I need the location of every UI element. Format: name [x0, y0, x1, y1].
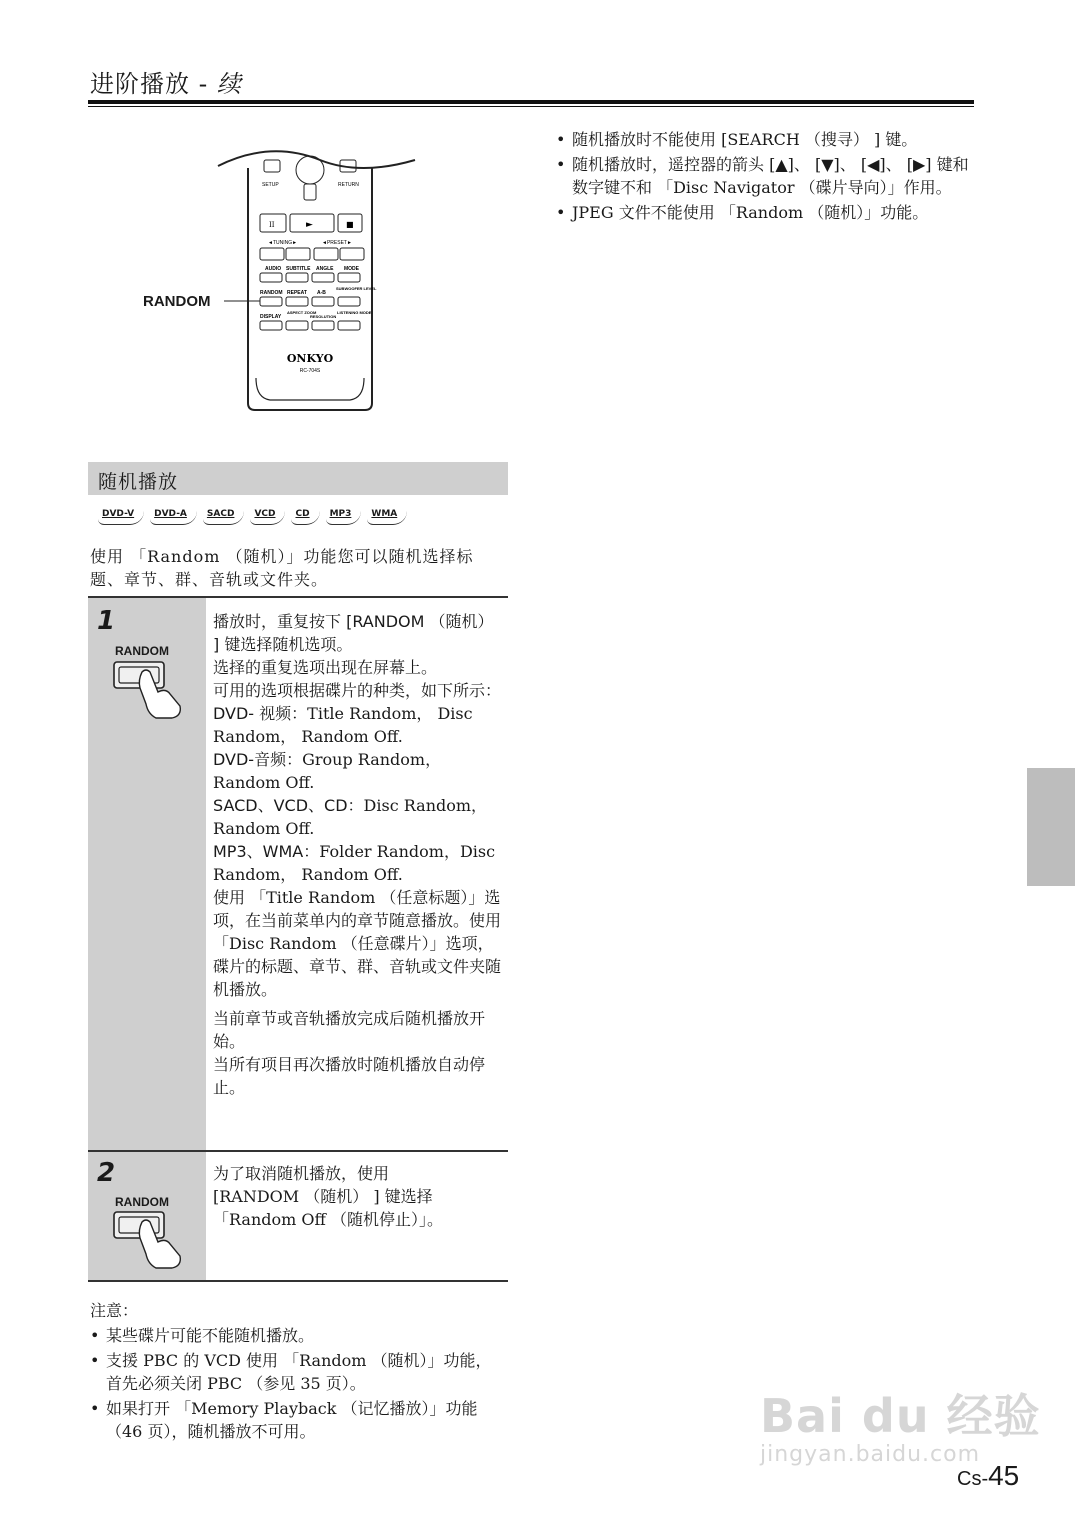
disc-badge-mp3: MP3 — [326, 504, 362, 525]
subwoofer-button-label: SUBWOOFER LEVEL — [336, 286, 377, 291]
onkyo-logo: ONKYO — [286, 352, 334, 365]
disc-badge-vcd: VCD — [250, 504, 285, 525]
disc-badge-dvd-a: DVD-A — [150, 504, 197, 525]
remote-model: RC-704S — [299, 368, 321, 374]
note-item: • 支援 PBC 的 VCD 使用 「Random （随机）」功能，首先必须关闭 PBC （参见 35 页）。 — [90, 1349, 502, 1395]
header-rule — [88, 100, 974, 104]
right-notes-list — [556, 128, 976, 226]
step-1-after: 当所有项目再次播放时随机播放自动停止。 — [213, 1055, 486, 1097]
tuning-label: ◄TUNING► — [268, 240, 298, 246]
option-dvd-audio: DVD-音频：Group Random， Random Off. — [213, 750, 442, 792]
note-item: • 某些碟片可能不能随机播放。 — [90, 1324, 502, 1347]
step-1-content — [213, 610, 503, 1099]
step-2-number: 2 — [97, 1158, 116, 1188]
chapter-side-tab — [1027, 768, 1075, 886]
notes-list — [90, 1324, 502, 1445]
pause-icon: II — [269, 221, 275, 229]
disc-badge-dvd-v: DVD-V — [98, 504, 144, 525]
option-dvd-video: DVD- 视频：Title Random， Disc Random， Random Off. — [213, 704, 473, 746]
section-title: 随机播放 — [98, 471, 179, 493]
right-note-item: • 随机播放时不能使用 [SEARCH （搜寻） ] 键。 — [556, 128, 976, 151]
remote-control-illustration — [210, 148, 420, 416]
disc-badge-sacd: SACD — [203, 504, 245, 525]
step-1-button-label: RANDOM — [115, 644, 169, 658]
note-item: • 如果打开 「Memory Playback （记忆播放）」功能 （46 页），随机播放不可用。 — [90, 1397, 502, 1443]
subtitle-button-label: SUBTITLE — [286, 266, 311, 272]
display-button-label: DISPLAY — [260, 314, 282, 320]
stop-icon: ■ — [346, 220, 354, 229]
press-button-icon — [110, 1208, 190, 1270]
watermark-url: jingyan.baidu.com — [760, 1442, 981, 1467]
right-note-item: • 随机播放时，遥控器的箭头 [▲]、 [▼]、 [◀]、 [▶] 键和数字键不和 「Disc Navigator （碟片导向）」作用。 — [556, 153, 976, 199]
step-1-heading: 播放时，重复按下 [RANDOM （随机） ] 键选择随机选项。 — [213, 612, 494, 654]
step-1-after: 当前章节或音轨播放完成后随机播放开始。 — [213, 1009, 486, 1051]
step-1-line: 选择的重复选项出现在屏幕上。 — [213, 658, 438, 677]
random-button-label: RANDOM — [260, 290, 283, 296]
header-rule-thin — [88, 106, 974, 107]
step-2-heading: 为了取消随机播放，使用 [RANDOM （随机） ] 键选择 「Random Off （随机停止）」。 — [213, 1164, 443, 1229]
option-sacd-vcd-cd: SACD、VCD、CD：Disc Random， Random Off. — [213, 796, 488, 838]
aspect-zoom-button-label: ASPECT ZOOM — [287, 310, 317, 315]
resolution-button-label: RESOLUTION — [310, 314, 337, 319]
step-1-number: 1 — [97, 606, 116, 636]
page-header-title: 进阶播放 - 续 — [90, 70, 242, 98]
audio-button-label: AUDIO — [265, 266, 282, 272]
setup-button-label: SETUP — [262, 182, 279, 188]
step-1-line: 可用的选项根据碟片的种类，如下所示： — [213, 681, 502, 700]
disc-type-badges — [98, 504, 407, 525]
notes-title: 注意： — [90, 1301, 139, 1320]
listening-mode-button-label: LISTENING MODE — [337, 310, 372, 315]
right-note-item: • JPEG 文件不能使用 「Random （随机）」功能。 — [556, 201, 976, 224]
ab-button-label: A-B — [317, 290, 326, 296]
section-intro: 使用 「Random （随机）」功能您可以随机选择标题、章节、群、音轨或文件夹。 — [90, 547, 474, 589]
header-continued: 续 — [216, 70, 242, 98]
watermark-logo: Bai du 经验 — [760, 1389, 1041, 1443]
disc-badge-cd: CD — [291, 504, 319, 525]
return-button-label: RETURN — [338, 182, 359, 188]
steps-rule — [88, 1280, 508, 1282]
mode-button-label: MODE — [344, 266, 359, 272]
press-button-icon — [110, 658, 190, 720]
preset-label: ◄PRESET► — [322, 240, 352, 246]
step-1-explanation: 使用 「Title Random （任意标题）」选项，在当前菜单内的章节随意播放。使用 「Disc Random （任意碟片）」选项，碟片的标题、章节、群、音轨或文件夹随机播放。 — [213, 888, 502, 999]
step-2-button-label: RANDOM — [115, 1195, 169, 1209]
angle-button-label: ANGLE — [316, 266, 334, 272]
page-number: Cs-45 — [957, 1460, 1020, 1491]
random-callout-label: RANDOM — [143, 293, 211, 310]
option-mp3-wma: MP3、WMA：Folder Random，Disc Random， Random Off. — [213, 842, 496, 884]
repeat-button-label: REPEAT — [287, 290, 307, 296]
disc-badge-wma: WMA — [367, 504, 407, 525]
baidu-watermark — [760, 1380, 1041, 1467]
play-icon: ► — [306, 220, 313, 230]
